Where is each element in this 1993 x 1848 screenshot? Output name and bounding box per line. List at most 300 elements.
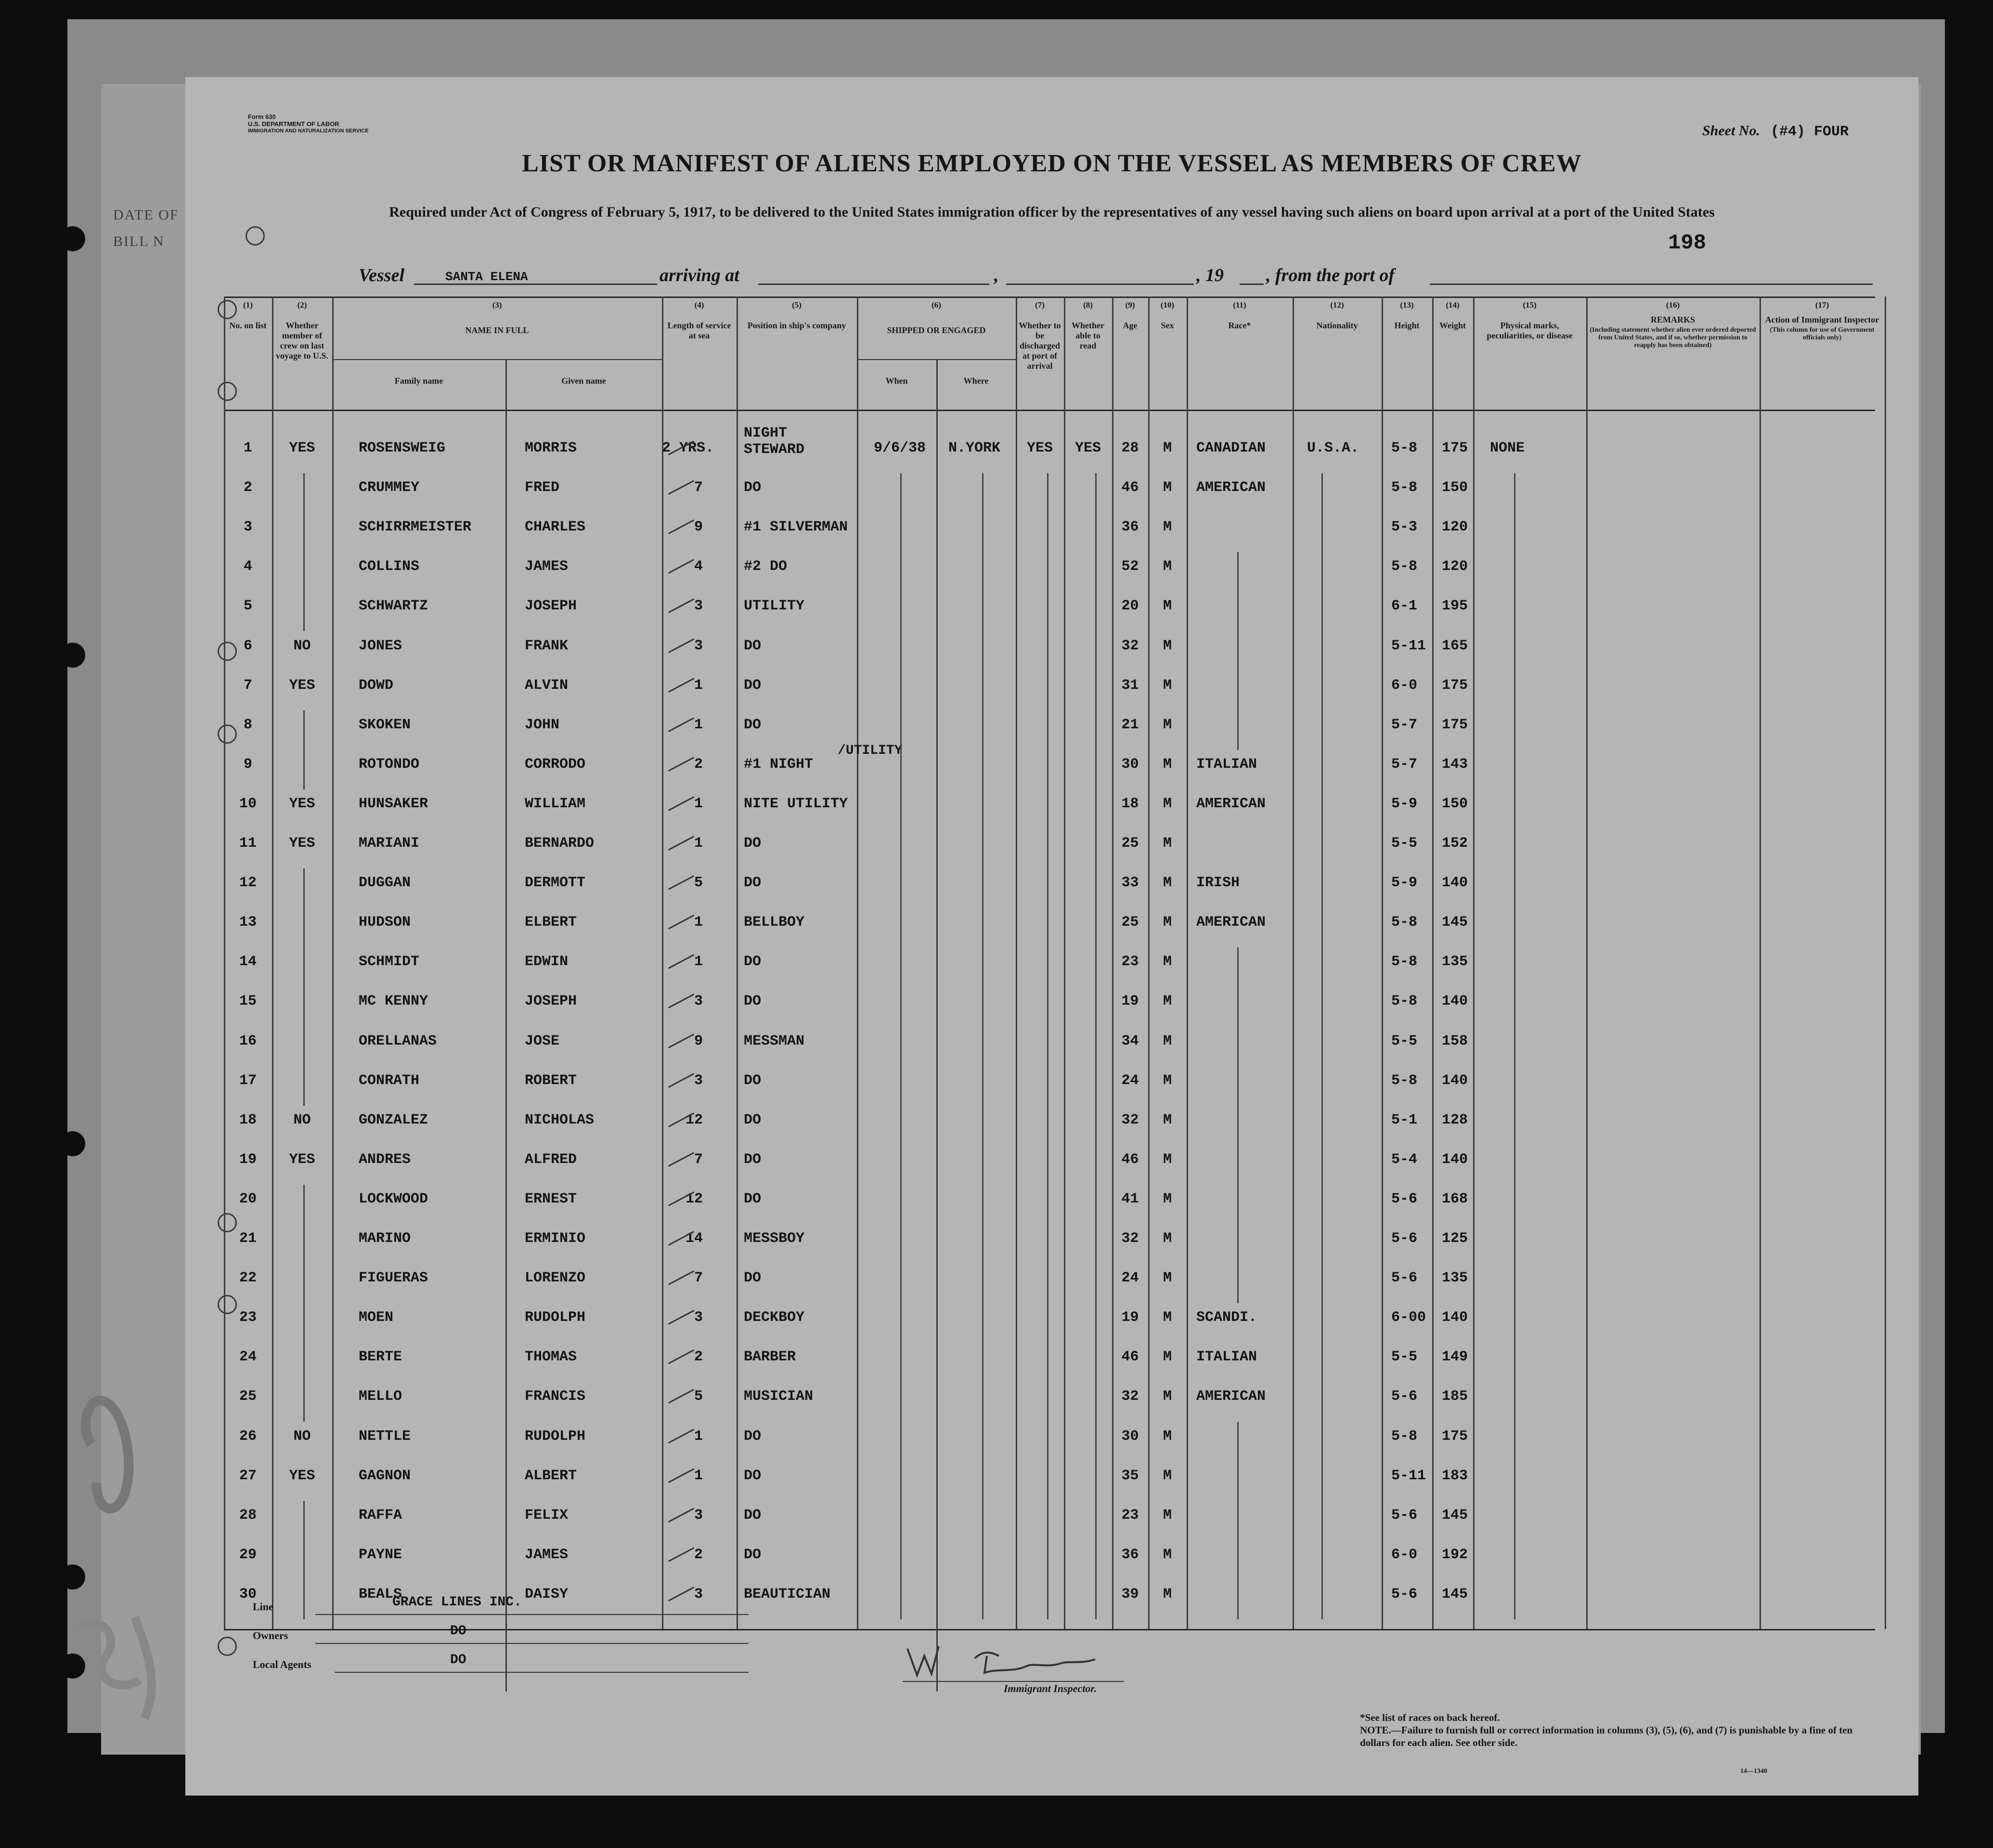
table-row — [185, 1061, 1918, 1101]
cell-sex: M — [1163, 1586, 1172, 1602]
cell-given: ALBERT — [525, 1467, 577, 1484]
form-code: 14—1340 — [1740, 1768, 1767, 1775]
cell-no: 18 — [239, 1111, 257, 1128]
races-note: *See list of races on back hereof. — [1360, 1712, 1500, 1723]
cell-sex: M — [1163, 914, 1172, 931]
cell-where: N.YORK — [948, 440, 1001, 456]
cell-age: 24 — [1121, 1270, 1139, 1287]
cell-race: ITALIAN — [1196, 756, 1257, 773]
cell-height: 5-8 — [1391, 954, 1418, 970]
ditto-line — [982, 473, 984, 1619]
cell-age: 31 — [1121, 677, 1139, 694]
cell-given: MORRIS — [525, 440, 577, 456]
cell-given: ROBERT — [525, 1072, 577, 1089]
cell-height: 5-8 — [1391, 993, 1418, 1010]
column-number: (13) — [1400, 300, 1414, 310]
cell-given: JOSE — [525, 1033, 560, 1049]
cell-age: 46 — [1121, 479, 1139, 496]
cell-family: BEALS — [359, 1586, 402, 1602]
cell-height: 5-8 — [1391, 440, 1418, 456]
cell-no: 3 — [243, 519, 252, 536]
cell-no: 8 — [243, 716, 252, 733]
back-page-bill-label: BILL N — [113, 233, 165, 249]
cell-height: 5-1 — [1391, 1111, 1418, 1128]
cell-sex: M — [1163, 1072, 1172, 1089]
table-row — [185, 508, 1918, 547]
cell-age: 28 — [1121, 440, 1139, 456]
cell-position: NIGHT STEWARD — [744, 425, 805, 458]
cell-position: DO — [744, 479, 762, 496]
cell-service: 7 — [694, 479, 703, 496]
column-header: REMARKS — [1650, 315, 1695, 324]
cell-weight: 152 — [1442, 835, 1468, 852]
cell-given: WILLIAM — [525, 795, 586, 812]
cell-sex: M — [1163, 993, 1172, 1010]
cell-age: 21 — [1121, 716, 1139, 733]
cell-height: 5-8 — [1391, 479, 1418, 496]
cell-given: JOSEPH — [525, 598, 577, 615]
column-number: (15) — [1523, 300, 1537, 310]
cell-weight: 135 — [1442, 1270, 1468, 1287]
cell-given: CHARLES — [525, 519, 586, 536]
cell-sex: M — [1163, 1309, 1172, 1326]
cell-service: 3 — [694, 1507, 703, 1524]
cell-service: 7 — [694, 1270, 703, 1287]
cell-service: 3 — [694, 1309, 703, 1326]
cell-position-note: /UTILITY — [838, 743, 903, 758]
cell-position: DO — [744, 993, 762, 1010]
cell-height: 5-3 — [1391, 519, 1418, 536]
cell-weight: 145 — [1442, 914, 1468, 931]
cell-age: 30 — [1121, 1428, 1139, 1445]
cell-service: 12 — [685, 1111, 703, 1128]
column-number: (17) — [1815, 300, 1829, 310]
table-row — [185, 1417, 1918, 1457]
cell-service: 3 — [694, 598, 703, 615]
column-header: Action of Immigrant Inspector — [1765, 315, 1879, 324]
table-row — [185, 547, 1918, 587]
cell-sex: M — [1163, 1507, 1172, 1524]
inspector-signature — [903, 1639, 1124, 1682]
cell-sex: M — [1163, 795, 1172, 812]
cell-sex: M — [1163, 1230, 1172, 1247]
cell-no: 24 — [239, 1349, 257, 1366]
cell-no: 6 — [243, 637, 252, 654]
sheet-number-value: (#4) FOUR — [1770, 124, 1849, 140]
line-label: Line — [253, 1601, 273, 1613]
ring-hole — [218, 724, 237, 744]
column-subheader: Given name — [561, 376, 606, 386]
cell-service: 3 — [694, 1072, 703, 1089]
column-number: (4) — [694, 300, 704, 310]
cell-prev: NO — [293, 1111, 311, 1128]
cell-family: COLLINS — [359, 558, 420, 575]
cell-given: CORRODO — [525, 756, 586, 773]
table-row — [185, 745, 1918, 785]
cell-height: 5-6 — [1391, 1507, 1418, 1524]
cell-no: 22 — [239, 1270, 257, 1287]
cell-position: BELLBOY — [744, 914, 805, 931]
cell-no: 25 — [239, 1388, 257, 1405]
cell-weight: 140 — [1442, 1309, 1468, 1326]
cell-age: 33 — [1121, 875, 1139, 892]
cell-race: IRISH — [1196, 875, 1240, 892]
cell-sex: M — [1163, 756, 1172, 773]
table-row — [185, 1101, 1918, 1140]
cell-given: NICHOLAS — [525, 1111, 595, 1128]
cell-prev: YES — [289, 1151, 315, 1168]
cell-height: 5-7 — [1391, 716, 1418, 733]
cell-family: LOCKWOOD — [359, 1190, 428, 1207]
table-row — [185, 706, 1918, 745]
cell-position: DO — [744, 875, 762, 892]
cell-no: 4 — [243, 558, 252, 575]
cell-family: ANDRES — [359, 1151, 411, 1168]
cell-prev: YES — [289, 677, 315, 694]
cell-position: DO — [744, 1546, 762, 1563]
column-note: (Including statement whether alien ever ordered deported from United States, and if so, whether permission to reapply has been obtained) — [1590, 326, 1756, 349]
cell-sex: M — [1163, 835, 1172, 852]
column-header: Sex — [1161, 321, 1174, 330]
cell-family: MELLO — [359, 1388, 402, 1405]
cell-given: RUDOLPH — [525, 1428, 586, 1445]
ditto-line — [303, 711, 305, 789]
cell-race: AMERICAN — [1196, 1388, 1266, 1405]
cell-position: #1 SILVERMAN — [744, 519, 848, 536]
cell-sex: M — [1163, 1033, 1172, 1049]
cell-height: 5-11 — [1391, 1467, 1426, 1484]
cell-given: ELBERT — [525, 914, 577, 931]
cell-weight: 145 — [1442, 1507, 1468, 1524]
cell-weight: 140 — [1442, 1072, 1468, 1089]
ditto-line — [1095, 473, 1097, 1619]
cell-family: RAFFA — [359, 1507, 402, 1524]
cell-position: DO — [744, 1507, 762, 1524]
column-number: (1) — [243, 300, 253, 310]
cell-weight: 165 — [1442, 637, 1468, 654]
cell-sex: M — [1163, 1151, 1172, 1168]
cell-service: 5 — [694, 875, 703, 892]
column-number: (9) — [1125, 300, 1135, 310]
cell-age: 34 — [1121, 1033, 1139, 1049]
table-row — [185, 666, 1918, 706]
cell-position: DECKBOY — [744, 1309, 805, 1326]
cell-height: 6-00 — [1391, 1309, 1426, 1326]
cell-no: 11 — [239, 835, 257, 852]
cell-race: AMERICAN — [1196, 479, 1266, 496]
cell-sex: M — [1163, 1111, 1172, 1128]
ditto-line — [303, 1501, 305, 1619]
vessel-label: Vessel — [359, 265, 404, 285]
cell-given: LORENZO — [525, 1270, 586, 1287]
punch-hole — [60, 643, 85, 668]
cell-family: DOWD — [359, 677, 394, 694]
cell-weight: 195 — [1442, 598, 1468, 615]
cell-given: EDWIN — [525, 954, 569, 970]
cell-discharged: YES — [1026, 440, 1053, 456]
cell-weight: 185 — [1442, 1388, 1468, 1405]
column-number: (11) — [1233, 300, 1246, 310]
cell-weight: 175 — [1442, 1428, 1468, 1445]
cell-height: 5-4 — [1391, 1151, 1418, 1168]
owners-label: Owners — [253, 1629, 288, 1641]
table-row — [185, 1140, 1918, 1180]
ring-hole — [246, 226, 265, 246]
cell-height: 5-6 — [1391, 1230, 1418, 1247]
cell-service: 9 — [694, 519, 703, 536]
line-value: GRACE LINES INC. — [392, 1595, 522, 1610]
cell-no: 26 — [239, 1428, 257, 1445]
ditto-line — [303, 473, 305, 631]
cell-no: 1 — [243, 440, 252, 456]
cell-sex: M — [1163, 637, 1172, 654]
service-name: IMMIGRATION AND NATURALIZATION SERVICE — [248, 128, 369, 134]
column-header: Whether member of crew on last voyage to U.S. — [276, 321, 328, 361]
cell-no: 15 — [239, 993, 257, 1010]
column-number: (2) — [297, 300, 307, 310]
cell-given: DAISY — [525, 1586, 569, 1602]
column-number: (14) — [1446, 300, 1460, 310]
ring-hole — [218, 1295, 237, 1314]
table-row — [185, 943, 1918, 982]
cell-service: 1 — [694, 795, 703, 812]
cell-age: 41 — [1121, 1190, 1139, 1207]
table-row — [185, 1338, 1918, 1377]
cell-height: 5-5 — [1391, 1033, 1418, 1049]
ring-hole — [218, 382, 237, 401]
cell-sex: M — [1163, 440, 1172, 456]
cell-given: BERNARDO — [525, 835, 595, 852]
ring-hole — [218, 1213, 237, 1232]
cell-no: 10 — [239, 795, 257, 812]
column-number: (10) — [1160, 300, 1175, 310]
cell-family: MARINO — [359, 1230, 411, 1247]
cell-given: ERMINIO — [525, 1230, 586, 1247]
cell-service: 1 — [694, 716, 703, 733]
cell-service: 12 — [685, 1190, 703, 1207]
ditto-line — [1514, 473, 1515, 1619]
cell-sex: M — [1163, 1467, 1172, 1484]
footer-note — [1360, 1711, 1865, 1749]
cell-age: 25 — [1121, 835, 1139, 852]
from-port-label: , from the port of — [1266, 265, 1395, 285]
table-row — [185, 587, 1918, 626]
cell-sex: M — [1163, 1428, 1172, 1445]
cell-race: ITALIAN — [1196, 1349, 1257, 1366]
cell-age: 18 — [1121, 795, 1139, 812]
cell-position: MESSBOY — [744, 1230, 805, 1247]
table-row — [185, 425, 1918, 468]
table-row — [185, 982, 1918, 1021]
cell-age: 23 — [1121, 954, 1139, 970]
year-label: , 19 — [1196, 265, 1224, 285]
cell-age: 32 — [1121, 1111, 1139, 1128]
column-number: (5) — [792, 300, 802, 310]
ring-hole — [218, 300, 237, 319]
column-header: Age — [1123, 321, 1138, 330]
cell-weight: 150 — [1442, 795, 1468, 812]
column-header: Length of service at sea — [667, 321, 731, 340]
arriving-label: arriving at — [660, 265, 739, 285]
column-subheader: When — [885, 376, 908, 386]
cell-position: DO — [744, 1428, 762, 1445]
table-row — [185, 785, 1918, 824]
sheet-number-label: Sheet No. — [1702, 123, 1760, 139]
ditto-line — [900, 473, 902, 1619]
cell-marks: NONE — [1490, 440, 1525, 456]
cell-height: 5-6 — [1391, 1586, 1418, 1602]
handwritten-mark — [63, 1386, 188, 1723]
cell-given: RUDOLPH — [525, 1309, 586, 1326]
cell-age: 32 — [1121, 637, 1139, 654]
cell-weight: 140 — [1442, 993, 1468, 1010]
cell-age: 25 — [1121, 914, 1139, 931]
cell-sex: M — [1163, 954, 1172, 970]
cell-service: 3 — [694, 637, 703, 654]
page-subtitle: Required under Act of Congress of February 5, 1917, to be delivered to the United States immigration officer by the representatives of any vessel having such aliens on board upon arrival at a port of the United States — [389, 204, 1715, 220]
cell-position: MESSMAN — [744, 1033, 805, 1049]
cell-race: CANADIAN — [1196, 440, 1266, 456]
column-header: Position in ship's company — [747, 321, 846, 330]
cell-no: 28 — [239, 1507, 257, 1524]
cell-position: DO — [744, 716, 762, 733]
cell-given: JAMES — [525, 558, 569, 575]
cell-prev: YES — [289, 1467, 315, 1484]
cell-service: 9 — [694, 1033, 703, 1049]
manifest-page — [185, 77, 1918, 1796]
cell-weight: 140 — [1442, 875, 1468, 892]
cell-family: ORELLANAS — [359, 1033, 437, 1049]
cell-height: 5-8 — [1391, 1072, 1418, 1089]
cell-when: 9/6/38 — [874, 440, 926, 456]
cell-service: 1 — [694, 835, 703, 852]
cell-position: MUSICIAN — [744, 1388, 814, 1405]
cell-service: 2 — [694, 756, 703, 773]
cell-sex: M — [1163, 1349, 1172, 1366]
cell-service: 7 — [694, 1151, 703, 1168]
cell-family: ROSENSWEIG — [359, 440, 446, 456]
table-row — [185, 824, 1918, 864]
cell-given: THOMAS — [525, 1349, 577, 1366]
cell-weight: 120 — [1442, 558, 1468, 575]
form-number: Form 630 — [248, 113, 276, 120]
cell-prev: YES — [289, 835, 315, 852]
cell-position: DO — [744, 1151, 762, 1168]
cell-weight: 158 — [1442, 1033, 1468, 1049]
cell-family: GONZALEZ — [359, 1111, 428, 1128]
ditto-line — [1237, 947, 1239, 1303]
cell-no: 9 — [243, 756, 252, 773]
cell-position: DO — [744, 1190, 762, 1207]
cell-age: 24 — [1121, 1072, 1139, 1089]
cell-service: 2 — [694, 1349, 703, 1366]
cell-no: 21 — [239, 1230, 257, 1247]
cell-age: 46 — [1121, 1349, 1139, 1366]
vessel-name: SANTA ELENA — [445, 270, 528, 284]
cell-sex: M — [1163, 1388, 1172, 1405]
column-header: Nationality — [1316, 321, 1358, 330]
cell-weight: 125 — [1442, 1230, 1468, 1247]
cell-height: 5-5 — [1391, 835, 1418, 852]
cell-no: 5 — [243, 598, 252, 615]
cell-race: AMERICAN — [1196, 795, 1266, 812]
column-header: Height — [1394, 321, 1420, 330]
punch-hole — [60, 1131, 85, 1156]
cell-given: FRED — [525, 479, 560, 496]
cell-race: AMERICAN — [1196, 914, 1266, 931]
cell-race: SCANDI. — [1196, 1309, 1257, 1326]
ring-hole — [218, 1637, 237, 1656]
cell-height: 5-5 — [1391, 1349, 1418, 1366]
page-title: LIST OR MANIFEST OF ALIENS EMPLOYED ON THE VESSEL AS MEMBERS OF CREW — [522, 150, 1582, 177]
ring-hole — [218, 642, 237, 661]
column-header: No. on list — [229, 321, 267, 330]
cell-sex: M — [1163, 716, 1172, 733]
cell-service: 4 — [694, 558, 703, 575]
cell-family: CONRATH — [359, 1072, 420, 1089]
column-header: SHIPPED OR ENGAGED — [887, 325, 986, 335]
cell-read: YES — [1074, 440, 1101, 456]
cell-height: 5-7 — [1391, 756, 1418, 773]
cell-weight: 183 — [1442, 1467, 1468, 1484]
cell-no: 7 — [243, 677, 252, 694]
cell-weight: 175 — [1442, 677, 1468, 694]
cell-family: HUNSAKER — [359, 795, 428, 812]
cell-position: DO — [744, 637, 762, 654]
cell-position: DO — [744, 1467, 762, 1484]
table-row — [185, 1259, 1918, 1298]
cell-no: 20 — [239, 1190, 257, 1207]
cell-prev: YES — [289, 795, 315, 812]
cell-position: DO — [744, 677, 762, 694]
cell-sex: M — [1163, 598, 1172, 615]
cell-weight: 135 — [1442, 954, 1468, 970]
cell-weight: 128 — [1442, 1111, 1468, 1128]
cell-family: JONES — [359, 637, 402, 654]
table-row — [185, 903, 1918, 943]
cell-height: 5-8 — [1391, 914, 1418, 931]
table-row — [185, 1180, 1918, 1219]
column-header: Race* — [1228, 321, 1251, 330]
cell-weight: 149 — [1442, 1349, 1468, 1366]
cell-height: 6-0 — [1391, 677, 1418, 694]
cell-weight: 175 — [1442, 716, 1468, 733]
cell-service: 1 — [694, 954, 703, 970]
column-number: (6) — [932, 300, 941, 310]
cell-service: 2 — [694, 1546, 703, 1563]
cell-given: ERNEST — [525, 1190, 577, 1207]
cell-prev: NO — [293, 1428, 311, 1445]
cell-service: 3 — [694, 1586, 703, 1602]
cell-height: 6-1 — [1391, 598, 1418, 615]
cell-position: UTILITY — [744, 598, 805, 615]
cell-sex: M — [1163, 677, 1172, 694]
cell-no: 13 — [239, 914, 257, 931]
column-number: (8) — [1083, 300, 1093, 310]
cell-height: 5-6 — [1391, 1388, 1418, 1405]
column-note: (This column for use of Government officials only) — [1770, 326, 1875, 341]
cell-family: SCHMIDT — [359, 954, 420, 970]
cell-no: 16 — [239, 1033, 257, 1049]
cell-sex: M — [1163, 1546, 1172, 1563]
page-number: 198 — [1668, 231, 1707, 255]
cell-prev: NO — [293, 637, 311, 654]
cell-service: 1 — [694, 677, 703, 694]
table-row — [185, 1496, 1918, 1536]
column-header: Whether to be discharged at port of arrival — [1019, 321, 1061, 371]
cell-given: ALVIN — [525, 677, 569, 694]
column-number: (7) — [1035, 300, 1045, 310]
